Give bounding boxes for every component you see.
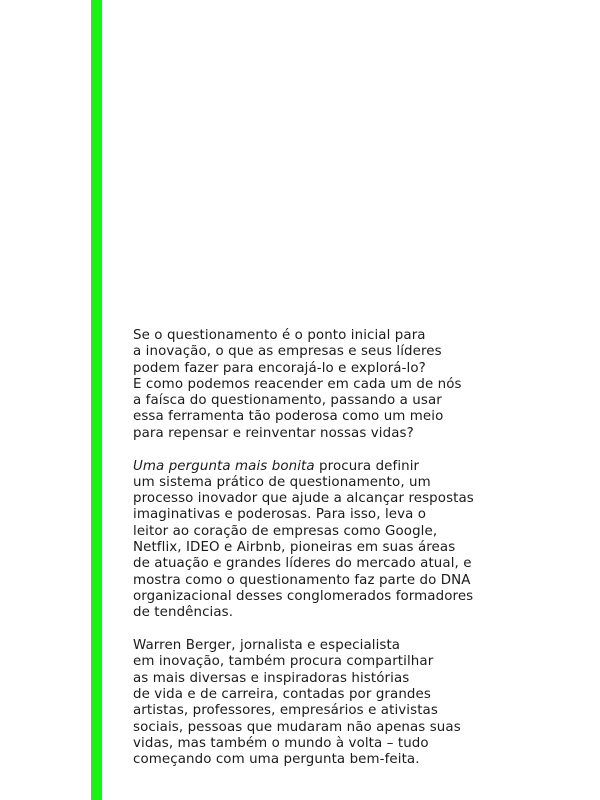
text-line: organizacional desses conglomerados formadores xyxy=(133,588,474,604)
text-line: artistas, professores, empresários e ativistas xyxy=(133,703,438,719)
accent-bar xyxy=(91,0,102,800)
text-line: sociais, pessoas que mudaram não apenas suas xyxy=(133,719,461,735)
text-line: a faísca do questionamento, passando a usar xyxy=(133,393,442,409)
text-line: essa ferramenta tão poderosa como um meio xyxy=(133,409,444,425)
text-line: as mais diversas e inspiradoras histórias xyxy=(133,670,410,686)
text-line: processo inovador que ajude a alcançar respostas xyxy=(133,491,474,507)
text-line: imaginativas e poderosas. Para isso, leva o xyxy=(133,507,427,523)
text-line: para repensar e reinventar nossas vidas? xyxy=(133,425,414,441)
text-fragment: procura definir xyxy=(314,458,420,474)
text-line: Warren Berger, jornalista e especialista xyxy=(133,638,401,654)
text-line xyxy=(133,459,573,475)
text-line: em inovação, também procura compartilhar xyxy=(133,654,434,670)
book-title: Uma pergunta mais bonita xyxy=(133,458,315,474)
text-line: de tendências. xyxy=(133,605,234,621)
text-line: de atuação e grandes líderes do mercado atual, e xyxy=(133,556,472,572)
text-line: leitor ao coração de empresas como Google, xyxy=(133,523,438,539)
back-cover-text xyxy=(133,328,573,785)
text-line: começando com uma pergunta bem-feita. xyxy=(133,752,420,768)
text-line: vidas, mas também o mundo à volta – tudo xyxy=(133,735,429,751)
paragraph-3 xyxy=(133,638,573,768)
paragraph-1 xyxy=(133,328,573,442)
paragraph-2 xyxy=(133,459,573,622)
text-line: E como podemos reacender em cada um de nós xyxy=(133,376,462,392)
text-line: a inovação, o que as empresas e seus líderes xyxy=(133,344,442,360)
text-line: podem fazer para encorajá-lo e explorá-lo? xyxy=(133,360,426,376)
text-line: mostra como o questionamento faz parte do DNA xyxy=(133,572,471,588)
text-line: Netflix, IDEO e Airbnb, pioneiras em suas áreas xyxy=(133,540,456,556)
text-line: Se o questionamento é o ponto inicial para xyxy=(133,328,426,343)
text-line: um sistema prático de questionamento, um xyxy=(133,474,431,490)
text-line: de vida e de carreira, contadas por grandes xyxy=(133,686,431,702)
